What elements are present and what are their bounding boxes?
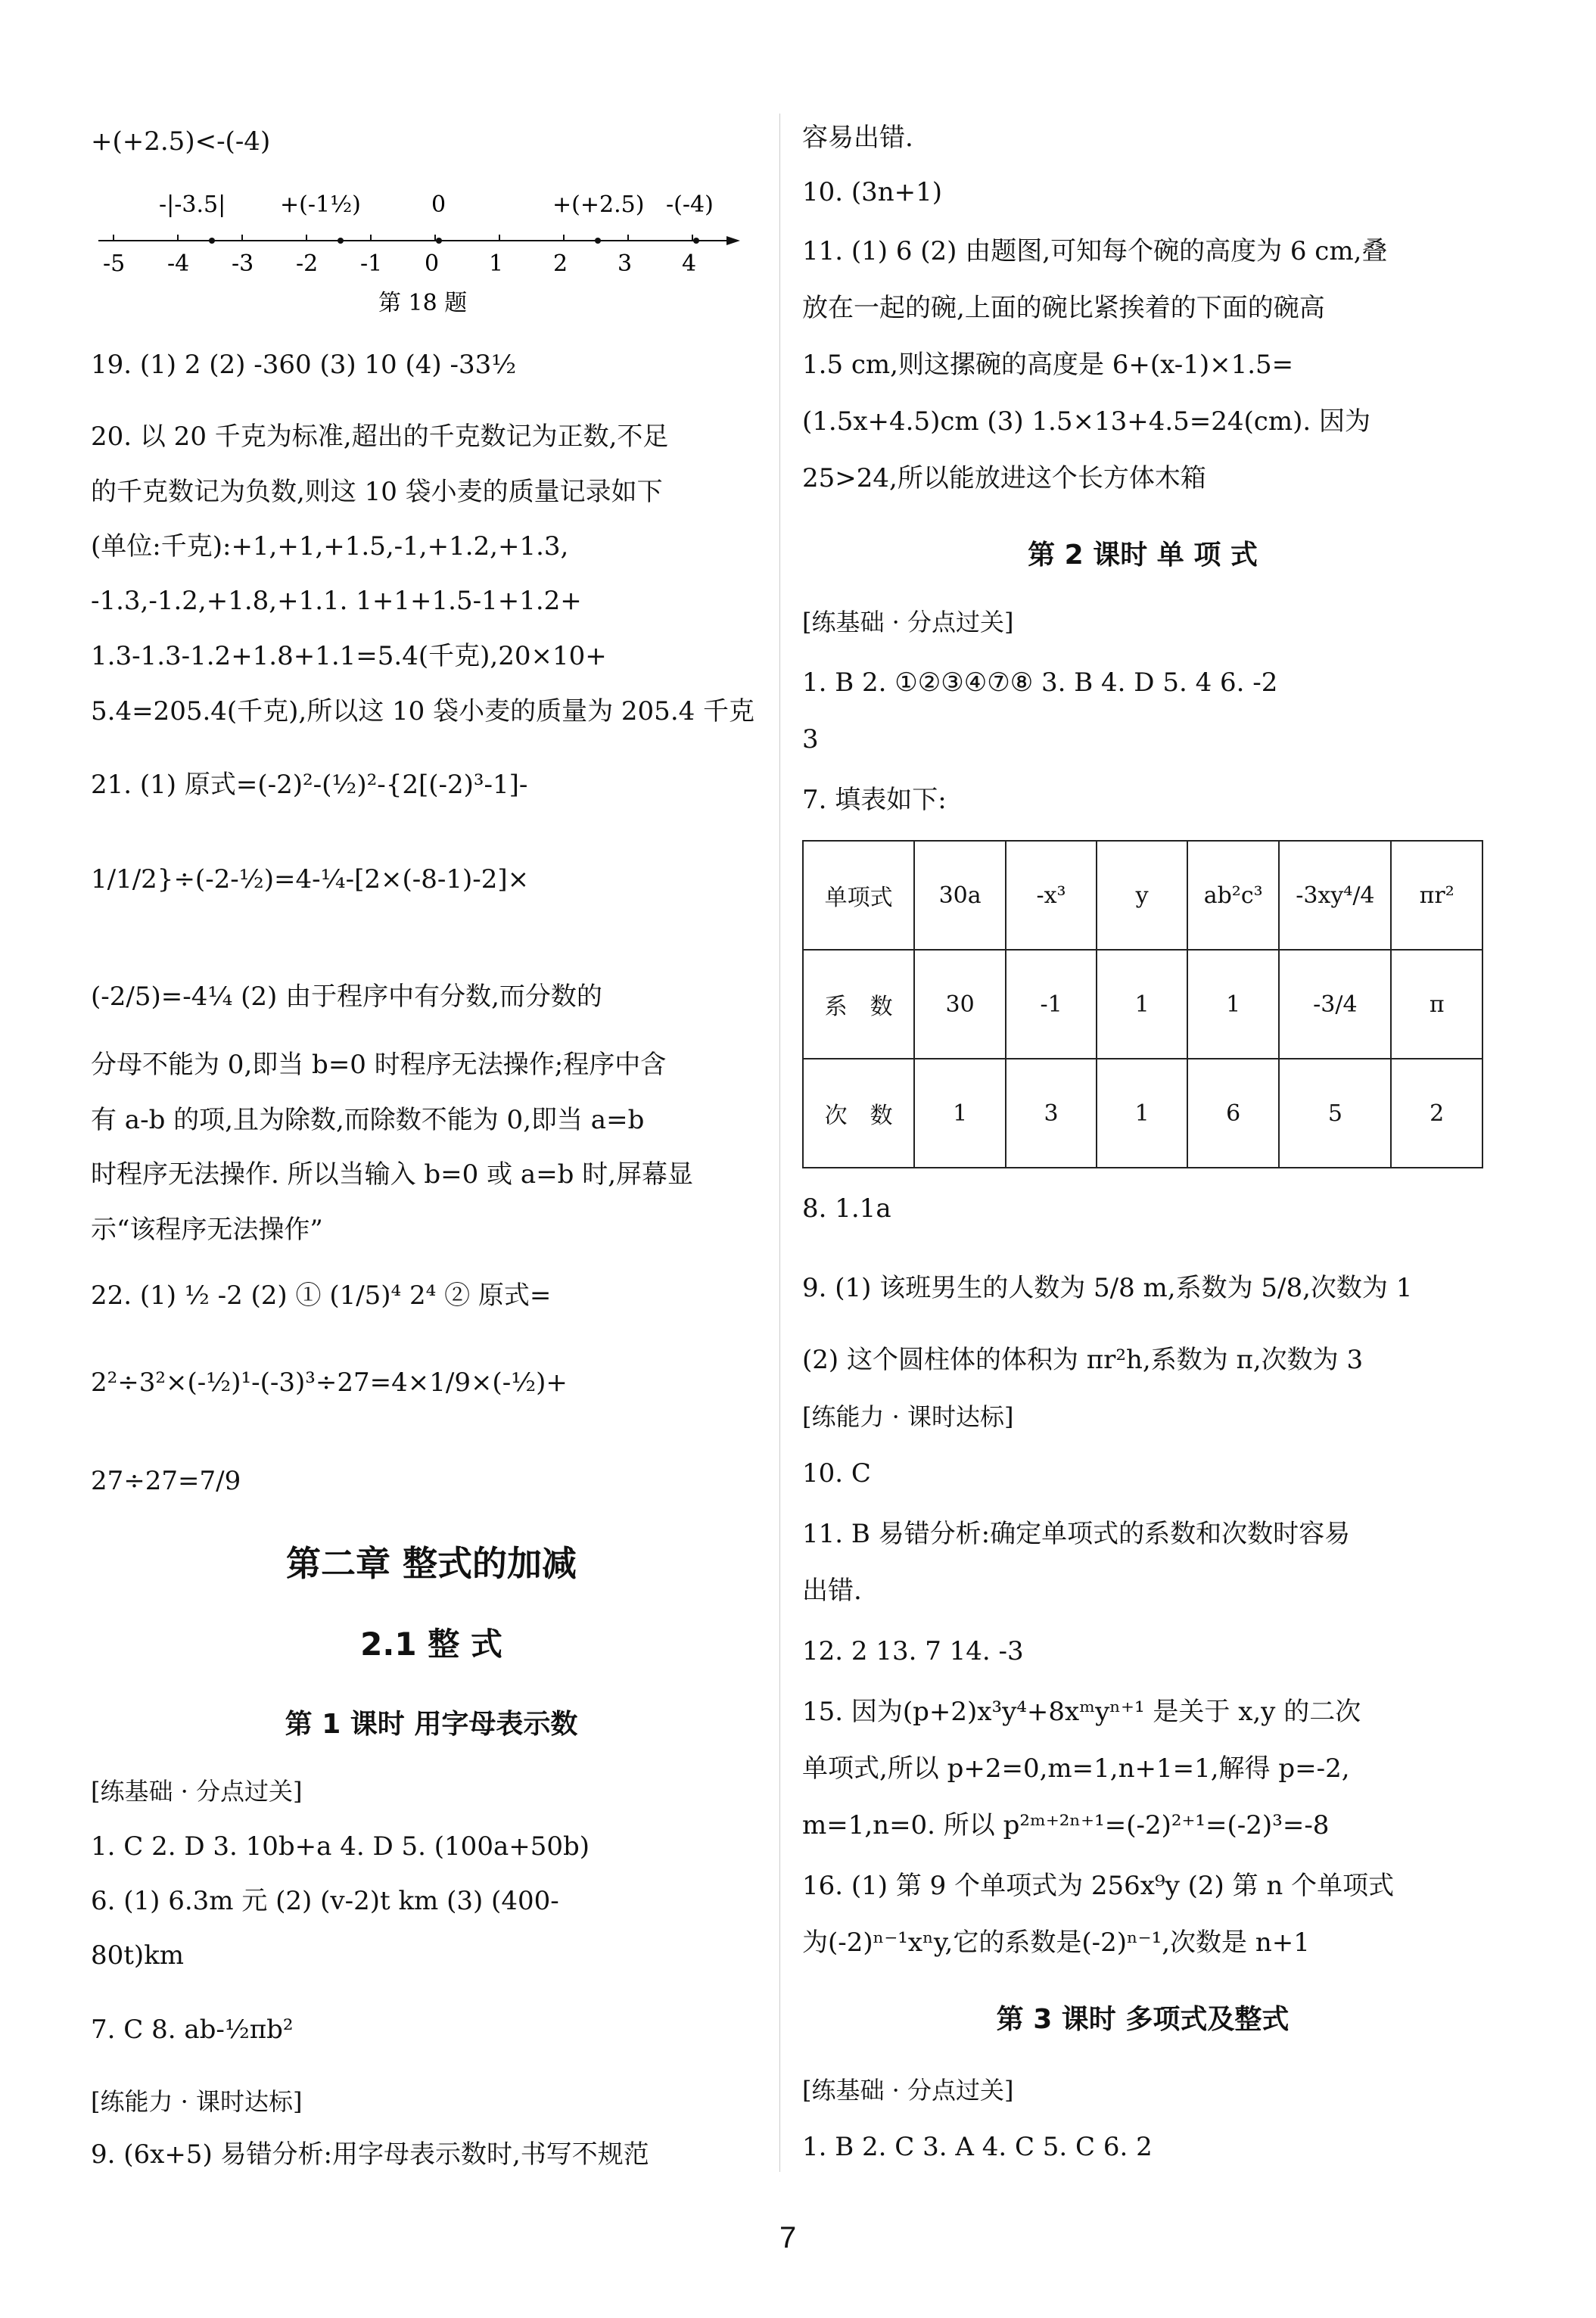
table-cell: 30 [914, 950, 1006, 1059]
q22-line: 22. (1) ½ -2 (2) ① (1/5)⁴ 2⁴ ② 原式= [91, 1280, 552, 1311]
column-divider [779, 114, 780, 2172]
numline-tick-label: 3 [618, 250, 633, 277]
numline-tick-label: 0 [425, 250, 440, 277]
number-line-figure [91, 182, 772, 318]
answer-line: 9. (6x+5) 易错分析:用字母表示数时,书写不规范 [91, 2139, 649, 2170]
numline-point [436, 238, 442, 244]
table-cell: 1 [1097, 950, 1187, 1059]
table-cell: π [1391, 950, 1482, 1059]
table-cell: 系 数 [803, 950, 914, 1059]
answer-line: 1. C 2. D 3. 10b+a 4. D 5. (100a+50b) [91, 1831, 590, 1862]
table-cell: 6 [1187, 1059, 1279, 1168]
q20-line: 5.4=205.4(千克),所以这 10 袋小麦的质量为 205.4 千克 [91, 696, 755, 727]
answer-line: 11. (1) 6 (2) 由题图,可知每个碗的高度为 6 cm,叠 [802, 236, 1388, 266]
answer-line: 1. B 2. ①②③④⑦⑧ 3. B 4. D 5. 4 6. -2 [802, 667, 1278, 698]
q21-line: 分母不能为 0,即当 b=0 时程序无法操作;程序中含 [91, 1050, 667, 1080]
answer-line: 3 [802, 724, 819, 755]
table-row [803, 950, 1482, 1059]
answer-line: 为(-2)ⁿ⁻¹xⁿy,它的系数是(-2)ⁿ⁻¹,次数是 n+1 [802, 1928, 1310, 1958]
numline-point [338, 238, 344, 244]
table-cell: 2 [1391, 1059, 1482, 1168]
numline-tick-label: -3 [232, 250, 254, 277]
practice-tag: [练基础 · 分点过关] [802, 2076, 1014, 2105]
q20-line: 1.3-1.3-1.2+1.8+1.1=5.4(千克),20×10+ [91, 641, 607, 671]
section-title: 2.1 整 式 [360, 1626, 502, 1663]
practice-tag: [练能力 · 课时达标] [91, 2087, 303, 2116]
chapter-title: 第二章 整式的加减 [285, 1543, 577, 1584]
answer-line: 6. (1) 6.3m 元 (2) (v-2)t km (3) (400- [91, 1886, 559, 1916]
numline-tick-label: -1 [360, 250, 383, 277]
q21-line: 示“该程序无法操作” [91, 1215, 323, 1245]
lesson-title: 第 3 课时 多项式及整式 [996, 2004, 1290, 2035]
table-row [803, 841, 1482, 950]
numline-tick-label: -5 [103, 250, 126, 277]
table-cell: πr² [1391, 841, 1482, 950]
table-cell: 1 [914, 1059, 1006, 1168]
answer-line: 8. 1.1a [802, 1193, 891, 1224]
numline-point [209, 238, 215, 244]
q20-line: -1.3,-1.2,+1.8,+1.1. 1+1+1.5-1+1.2+ [91, 586, 582, 616]
practice-tag: [练基础 · 分点过关] [91, 1777, 303, 1806]
q21-line: 时程序无法操作. 所以当输入 b=0 或 a=b 时,屏幕显 [91, 1159, 694, 1190]
answer-line: 10. C [802, 1458, 871, 1489]
q21-line: (-2/5)=-4¼ (2) 由于程序中有分数,而分数的 [91, 982, 602, 1012]
answer-line: 25>24,所以能放进这个长方体木箱 [802, 463, 1206, 493]
answer-line: (1.5x+4.5)cm (3) 1.5×13+4.5=24(cm). 因为 [802, 406, 1370, 437]
q20-line: (单位:千克):+1,+1,+1.5,-1,+1.2,+1.3, [91, 531, 569, 562]
q18-answer: +(+2.5)<-(-4) [91, 126, 271, 157]
page-number: 7 [779, 2221, 797, 2254]
lesson-title: 第 1 课时 用字母表示数 [285, 1709, 578, 1740]
q21-line: 有 a-b 的项,且为除数,而除数不能为 0,即当 a=b [91, 1105, 645, 1135]
q22-line: 27÷27=7/9 [91, 1466, 241, 1496]
answer-line: 7. 填表如下: [802, 785, 947, 815]
answer-line: m=1,n=0. 所以 p²ᵐ⁺²ⁿ⁺¹=(-2)²⁺¹=(-2)³=-8 [802, 1810, 1330, 1840]
answer-line: 12. 2 13. 7 14. -3 [802, 1636, 1024, 1666]
numline-tick-label: 1 [489, 250, 504, 277]
numline-label: -(-4) [666, 191, 714, 218]
answer-line: 单项式,所以 p+2=0,m=1,n+1=1,解得 p=-2, [802, 1753, 1350, 1784]
table-cell: -1 [1006, 950, 1097, 1059]
table-cell: -3/4 [1279, 950, 1391, 1059]
table-cell: ab²c³ [1187, 841, 1279, 950]
table-cell: 5 [1279, 1059, 1391, 1168]
answer-line: 16. (1) 第 9 个单项式为 256x⁹y (2) 第 n 个单项式 [802, 1871, 1395, 1901]
numline-label: +(-1½) [280, 191, 361, 218]
answer-line: (2) 这个圆柱体的体积为 πr²h,系数为 π,次数为 3 [802, 1345, 1364, 1375]
answer-line: 15. 因为(p+2)x³y⁴+8xᵐyⁿ⁺¹ 是关于 x,y 的二次 [802, 1697, 1361, 1727]
answer-line: 7. C 8. ab-½πb² [91, 2015, 294, 2045]
table-cell: 3 [1006, 1059, 1097, 1168]
table-cell: -3xy⁴/4 [1279, 841, 1391, 950]
lesson-title: 第 2 课时 单 项 式 [1028, 540, 1258, 571]
numline-tick-label: 2 [553, 250, 568, 277]
answer-line: 11. B 易错分析:确定单项式的系数和次数时容易 [802, 1519, 1351, 1549]
numline-point [693, 238, 699, 244]
q20-line: 20. 以 20 千克为标准,超出的千克数记为正数,不足 [91, 422, 669, 452]
table-cell: 单项式 [803, 841, 914, 950]
table-cell: 1 [1097, 1059, 1187, 1168]
answer-line: 放在一起的碗,上面的碗比紧挨着的下面的碗高 [802, 293, 1325, 323]
answer-line: 10. (3n+1) [802, 177, 943, 207]
numline-label: +(+2.5) [552, 191, 645, 218]
q21-line: 21. (1) 原式=(-2)²-(½)²-{2[(-2)³-1]- [91, 770, 528, 800]
q20-line: 的千克数记为负数,则这 10 袋小麦的质量记录如下 [91, 477, 663, 507]
table-cell: y [1097, 841, 1187, 950]
table-row [803, 1059, 1482, 1168]
practice-tag: [练能力 · 课时达标] [802, 1402, 1014, 1431]
answer-line: 1. B 2. C 3. A 4. C 5. C 6. 2 [802, 2132, 1153, 2162]
answer-line: 1.5 cm,则这摞碗的高度是 6+(x-1)×1.5= [802, 350, 1294, 380]
answer-line: 9. (1) 该班男生的人数为 5/8 m,系数为 5/8,次数为 1 [802, 1273, 1413, 1303]
numline-label: 0 [431, 191, 446, 218]
monomial-table [802, 840, 1483, 1168]
answer-line: 容易出错. [802, 123, 913, 153]
numline-point [595, 238, 601, 244]
answer-line: 80t)km [91, 1940, 185, 1971]
table-cell: -x³ [1006, 841, 1097, 950]
numline-label: -|-3.5| [159, 191, 226, 218]
q19-answer: 19. (1) 2 (2) -360 (3) 10 (4) -33½ [91, 350, 517, 380]
table-cell: 1 [1187, 950, 1279, 1059]
q21-line: 1/1/2}÷(-2-½)=4-¼-[2×(-8-1)-2]× [91, 864, 530, 895]
table-cell: 次 数 [803, 1059, 914, 1168]
numline-arrow [726, 236, 740, 245]
numline-tick-label: -2 [296, 250, 319, 277]
practice-tag: [练基础 · 分点过关] [802, 608, 1014, 636]
numline-caption: 第 18 题 [378, 290, 468, 316]
q22-line: 2²÷3²×(-½)¹-(-3)³÷27=4×1/9×(-½)+ [91, 1367, 568, 1398]
answer-line: 出错. [802, 1576, 862, 1606]
numline-tick-label: 4 [682, 250, 697, 277]
table-cell: 30a [914, 841, 1006, 950]
numline-tick-label: -4 [167, 250, 190, 277]
